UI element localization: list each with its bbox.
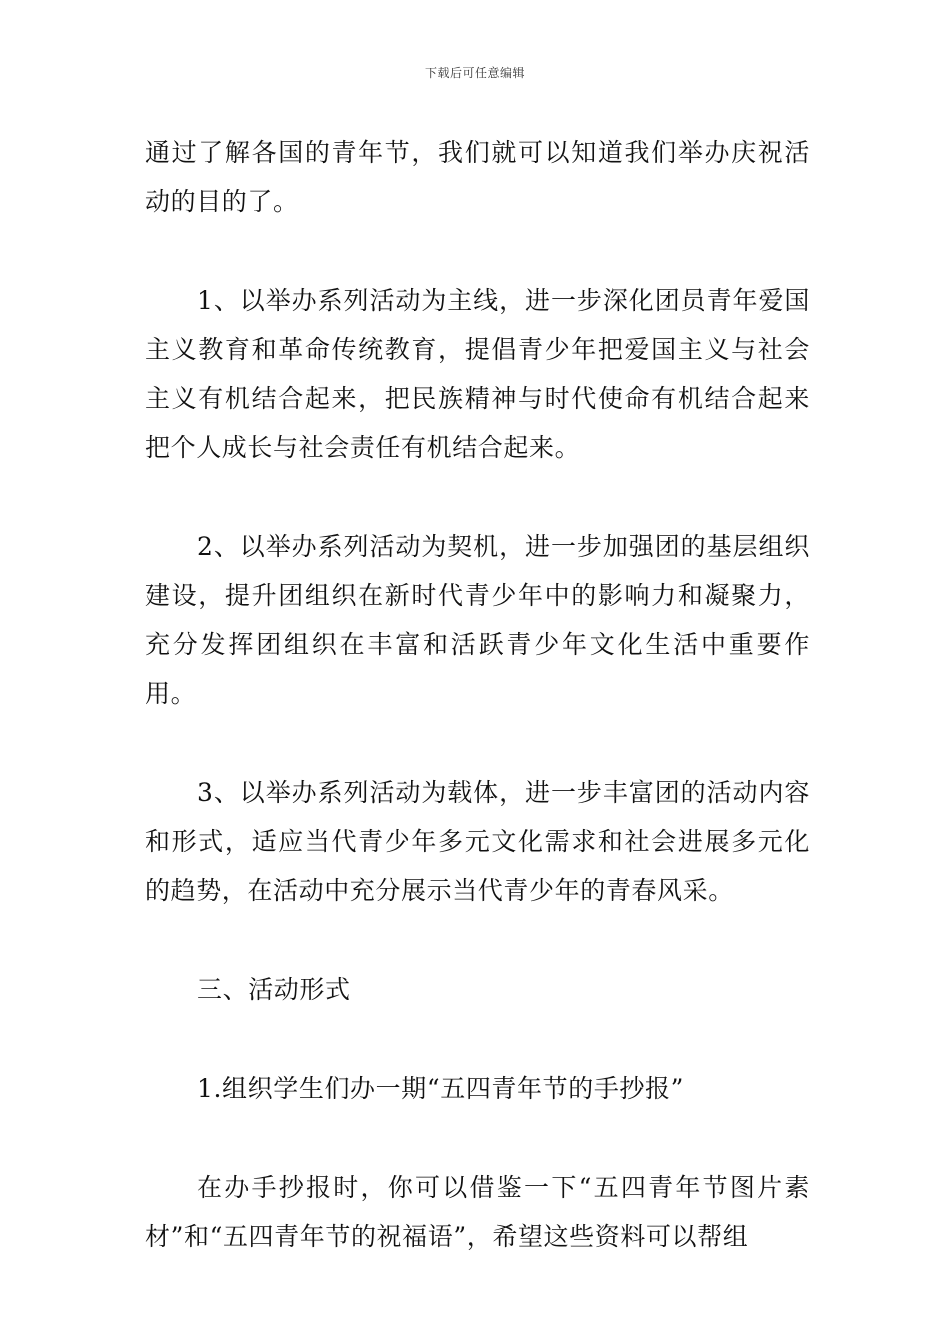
paragraph-purpose: 通过了解各国的青年节，我们就可以知道我们举办庆祝活动的目的了。: [145, 138, 810, 216]
section-heading-activity-form: 三、活动形式: [197, 975, 351, 1004]
paragraph-item-2: 2、以举办系列活动为契机，进一步加强团的基层组织建设，提升团组织在新时代青少年中的影响力和凝聚力，充分发挥团组织在丰富和活跃青少年文化生活中重要作用。: [145, 532, 810, 708]
paragraph-activity-1: 1.组织学生们办一期“五四青年节的手抄报”: [197, 1074, 685, 1103]
paragraph-handbook-tip: 在办手抄报时，你可以借鉴一下“五四青年节图片素材”和“五四青年节的祝福语”，希望这些资料可以帮组: [145, 1173, 810, 1251]
paragraph-item-3: 3、以举办系列活动为载体，进一步丰富团的活动内容和形式，适应当代青少年多元文化需求和社会进展多元化的趋势，在活动中充分展示当代青少年的青春风采。: [145, 778, 810, 905]
paragraph-item-1: 1、以举办系列活动为主线，进一步深化团员青年爱国主义教育和革命传统教育，提倡青少年把爱国主义与社会主义有机结合起来，把民族精神与时代使命有机结合起来把个人成长与社会责任有机结合起来。: [145, 286, 810, 462]
document-body: [145, 128, 810, 1261]
page-header: 下载后可任意编辑: [424, 66, 525, 80]
